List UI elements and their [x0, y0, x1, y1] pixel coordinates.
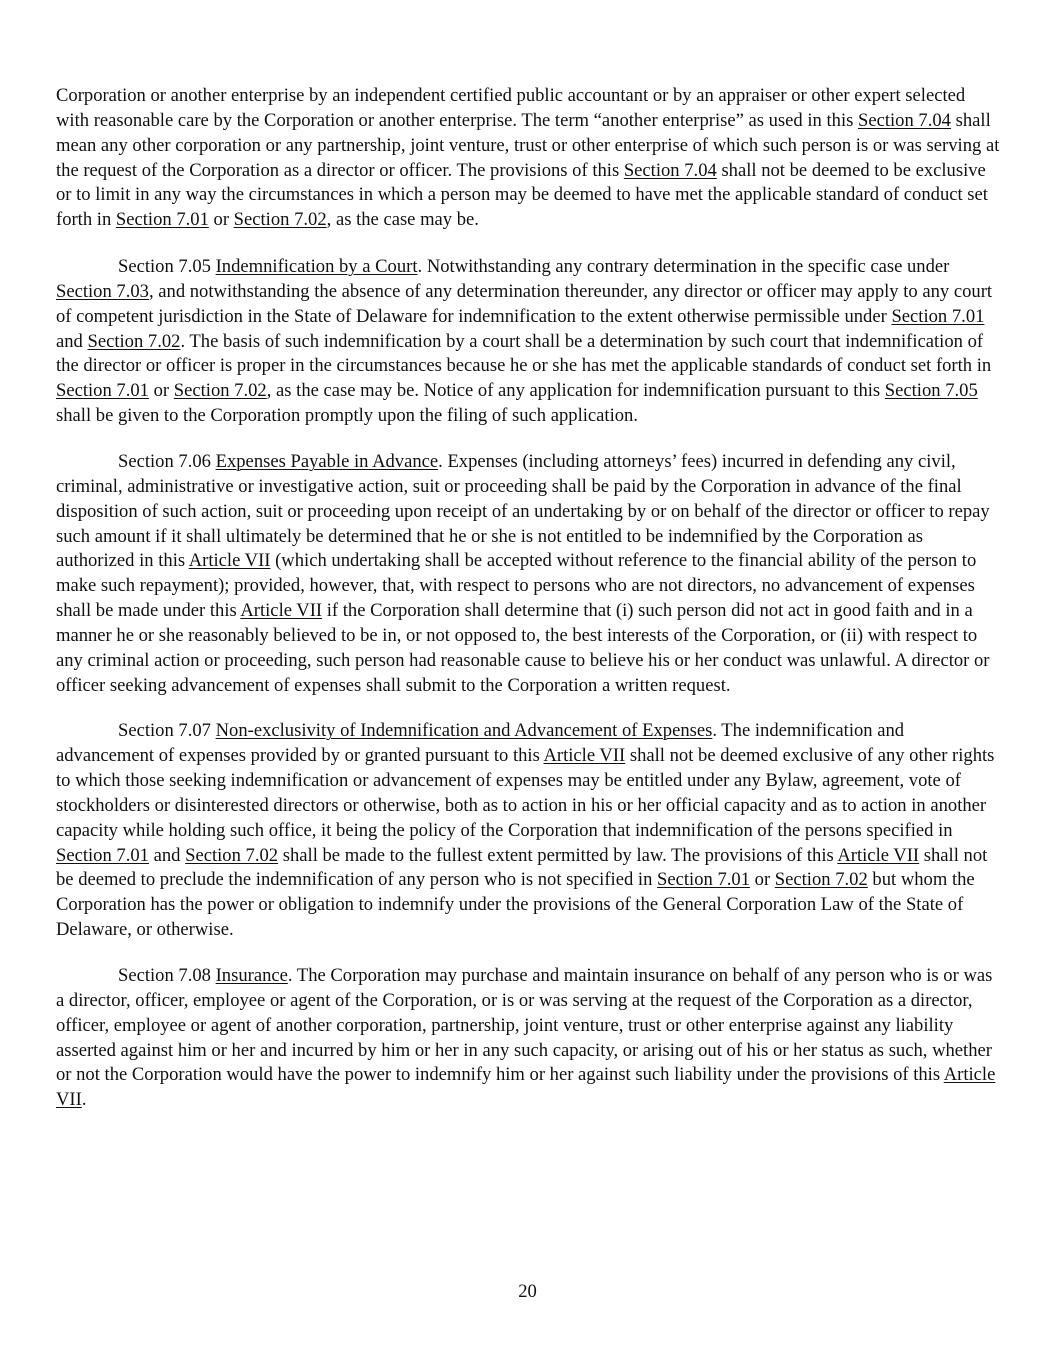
cross-reference: Expenses Payable in Advance [215, 450, 439, 472]
paragraph-section-7-04-continued [56, 84, 1000, 233]
cross-reference: Section 7.04 [623, 159, 717, 181]
cross-reference: Section 7.02 [233, 209, 327, 231]
paragraph-text: , and notwithstanding the absence of any determination thereunder, any director or officer may apply to any court of competent jurisdiction in the State of Delaware for indemnification to the extent otherwise permissible under [56, 280, 993, 327]
paragraph-text: if the Corporation shall determine that (i) such person did not act in good faith and in a manner he or she reasonably believed to be in, or not opposed to, the best interests of the Corporation, or (ii) with respect to any criminal action or proceeding, such person had reasonable cause to believe his or her conduct was unlawful. A director or officer seeking advancement of expenses shall submit to the Corporation a written request. [56, 600, 990, 696]
cross-reference: Article VII [240, 600, 323, 622]
paragraph-text: Section 7.07 [118, 720, 216, 742]
cross-reference: Article VII [837, 844, 920, 866]
cross-reference: Section 7.02 [87, 330, 181, 352]
paragraph-text: . The indemnification and advancement of expenses provided by or granted pursuant to this [56, 720, 905, 767]
paragraph-text: . Expenses (including attorneys’ fees) incurred in defending any civil, criminal, administrative or investigative action, suit or proceeding shall be paid by the Corporation in advance of the final disposition of such action, suit or proceeding upon receipt of an undertaking by or on behalf of the director or officer to repay such amount if it shall ultimately be determined that he or she is not entitled to be indemnified by the Corporation as authorized in this [56, 450, 990, 572]
paragraph-text: or [208, 209, 234, 231]
paragraph-section-7-05 [56, 255, 1000, 429]
paragraph-text: shall be made to the fullest extent permitted by law. The provisions of this [278, 844, 838, 866]
paragraph-text: (which undertaking shall be accepted without reference to the financial ability of the person to make such repayment); provided, however, that, with respect to persons who are not directors, no advancement of expenses shall be made under this [56, 550, 977, 622]
paragraph-text: shall not be deemed to preclude the indemnification of any person who is not specified in [56, 844, 988, 891]
paragraph-text: and [148, 844, 186, 866]
cross-reference: Section 7.01 [891, 305, 985, 327]
paragraph-text: and [56, 330, 88, 352]
paragraph-text: . Notwithstanding any contrary determination in the specific case under [417, 256, 950, 278]
paragraph-section-7-07 [56, 719, 1000, 943]
paragraph-text: Section 7.06 [118, 450, 216, 472]
paragraph-text: , as the case may be. [326, 209, 479, 231]
paragraph-text: Section 7.05 [118, 256, 216, 278]
paragraph-text: shall mean any other corporation or any partnership, joint venture, trust or other enterprise of which such person is or was serving at the request of the Corporation as a director or officer. The provisions of this [56, 109, 1000, 181]
cross-reference: Section 7.02 [173, 380, 267, 402]
paragraph-text: . The Corporation may purchase and maintain insurance on behalf of any person who is or was a director, officer, employee or agent of the Corporation, or is or was serving at the request of the Corporation as a director, officer, employee or agent of another corporation, partnership, joint venture, trust or other enterprise against any liability asserted against him or her and incurred by him or her in any such capacity, or arising out of his or her status as such, whether or not the Corporation would have the power to indemnify him or her against such liability under the provisions of this [56, 965, 993, 1086]
cross-reference: Non-exclusivity of Indemnification and Advancement of Expenses [215, 720, 713, 742]
document-page [56, 84, 1000, 1134]
cross-reference: Indemnification by a Court [215, 256, 418, 278]
cross-reference: Section 7.01 [657, 869, 750, 891]
paragraph-text: shall be given to the Corporation promptly upon the filing of such application. [56, 405, 638, 427]
cross-reference: Section 7.01 [56, 380, 149, 402]
paragraph-text: shall not be deemed exclusive of any other rights to which those seeking indemnification or advancement of expenses may be entitled under any Bylaw, agreement, vote of stockholders or disinterested directors or otherwise, both as to action in his or her official capacity and as to action in another capacity while holding such office, it being the policy of the Corporation that indemnification of the persons specified in [56, 745, 995, 841]
paragraph-text: , as the case may be. Notice of any application for indemnification pursuant to this [266, 380, 885, 402]
paragraph-section-7-08 [56, 964, 1000, 1113]
paragraph-text: Section 7.08 [118, 965, 216, 986]
paragraph-text: shall not be deemed to be exclusive or to limit in any way the circumstances in which a person may be deemed to have met the applicable standard of conduct set forth in [56, 159, 988, 231]
cross-reference: Insurance [215, 965, 288, 986]
cross-reference: Article VII [188, 550, 271, 572]
paragraph-text: or [148, 380, 174, 402]
page-number: 20 [518, 1281, 537, 1302]
paragraph-text: but whom the Corporation has the power or obligation to indemnify under the provisions of the General Corporation Law of the State of Delaware, or otherwise. [56, 869, 975, 941]
cross-reference: Article VII [543, 745, 626, 767]
cross-reference: Article VII [56, 1064, 996, 1111]
paragraph-section-7-06 [56, 450, 1000, 698]
cross-reference: Section 7.01 [115, 209, 209, 231]
cross-reference: Section 7.04 [858, 109, 951, 131]
paragraph-text: . The basis of such indemnification by a court shall be a determination by such court that indemnification of the director or officer is proper in the circumstances because he or she has met the applicable standards of conduct set forth in [56, 330, 992, 377]
cross-reference: Section 7.03 [56, 280, 149, 302]
paragraph-text: . [81, 1089, 87, 1111]
paragraph-text: Corporation or another enterprise by an independent certified public accountant or by an appraiser or other expert selected with reasonable care by the Corporation or another enterprise. The term “another enterprise” as used in this [56, 85, 966, 131]
cross-reference: Section 7.01 [56, 844, 149, 866]
cross-reference: Section 7.05 [884, 380, 978, 402]
cross-reference: Section 7.02 [774, 869, 868, 891]
cross-reference: Section 7.02 [185, 844, 279, 866]
paragraph-text: or [750, 869, 775, 891]
